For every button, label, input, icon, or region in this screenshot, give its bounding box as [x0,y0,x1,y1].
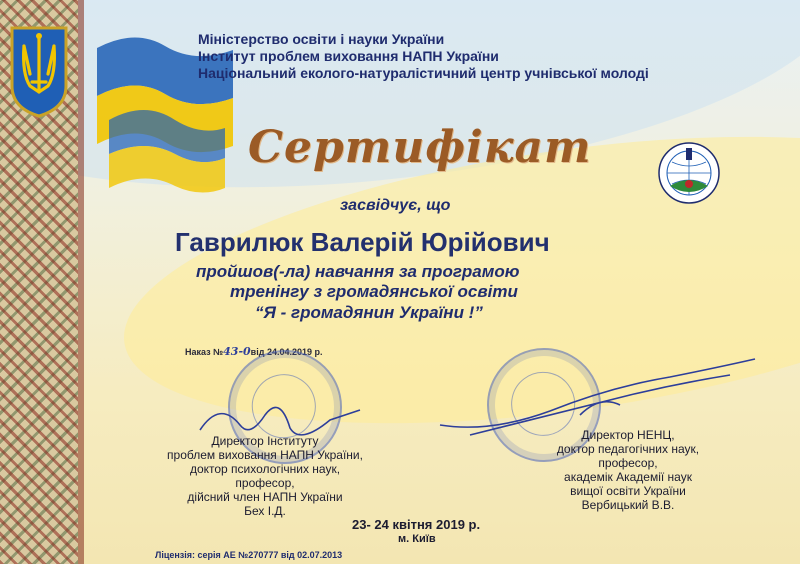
nenc-logo-icon [656,140,722,206]
signatory-left-line: дійсний член НАПН України [187,490,343,504]
trident-emblem-icon [8,22,70,118]
signatory-right-line: вищої освіти України [570,484,686,498]
order-date: 24.04.2019 р. [266,347,323,357]
signatory-right-name: Вербицький В.В. [581,498,675,512]
signatory-right-title: Директор НЕНЦ, [581,428,675,442]
event-city: м. Київ [398,533,436,545]
order-prefix: Наказ № [185,347,224,357]
signatory-left-line: проблем виховання НАПН України, [167,448,363,462]
certificate-title: Сертифікат [248,122,592,173]
certifies-text: засвідчує, що [340,197,451,214]
signatory-right [518,428,738,512]
order-number: 43-0 [223,345,251,358]
org-line-center: Національний еколого-натуралістичний центр учнівської молоді [198,65,649,81]
org-line-ministry: Міністерство освіти і науки України [198,31,445,47]
signatory-right-line: доктор педагогічних наук, [556,442,700,456]
body-line: тренінгу з громадянської освіти [230,282,518,301]
signatory-right-line: академік Академії наук [564,470,692,484]
signatory-right-line: професор, [598,456,658,470]
program-title: “Я - громадянин України !” [255,303,483,322]
signatory-left-name: Бех І.Д. [244,504,286,518]
order-mid: від [250,347,265,357]
org-line-institute: Інститут проблем виховання НАПН України [198,48,499,64]
event-dates: 23- 24 квітня 2019 р. [352,517,481,532]
body-line: пройшов(-ла) навчання за програмою [196,262,520,281]
signatory-left-title: Директор Інституту [211,434,319,448]
license-text: Ліцензія: серія АЕ №270777 від 02.07.2013 [155,550,343,560]
border-edge [78,0,84,564]
signatory-left-line: професор, [235,476,295,490]
signatory-left [140,434,390,518]
recipient-name: Гаврилюк Валерій Юрійович [175,227,550,257]
signatory-left-line: доктор психологічних наук, [189,462,341,476]
